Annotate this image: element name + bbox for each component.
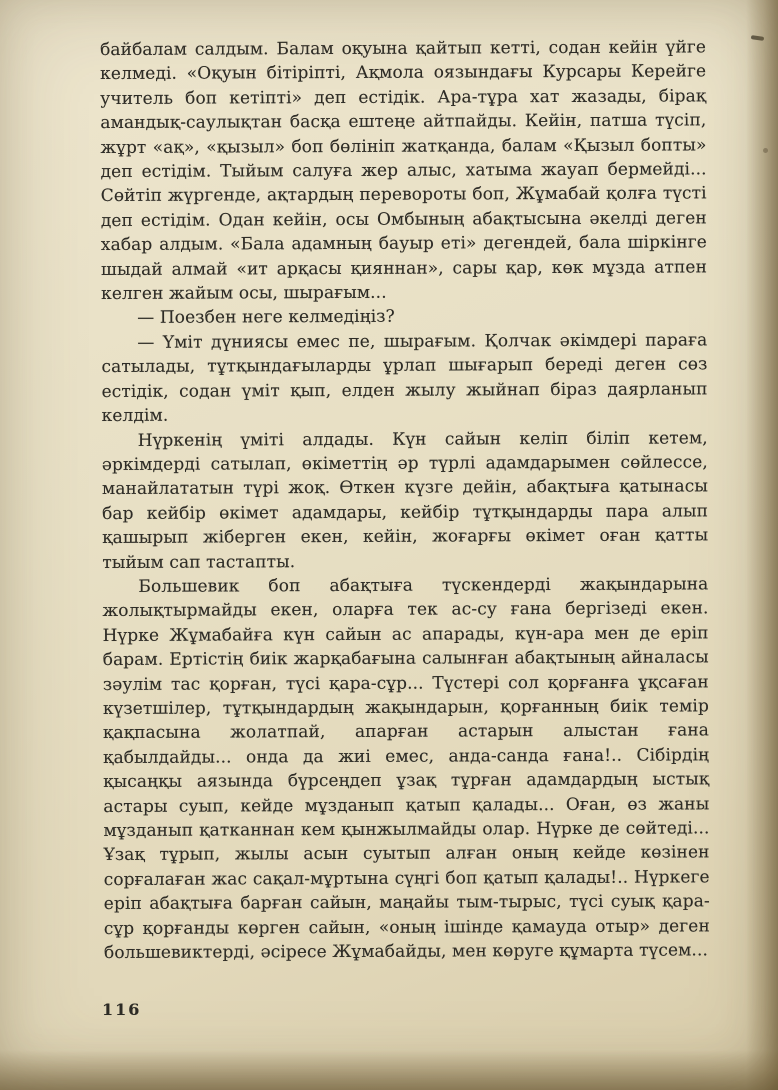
page-edge-shadow-right (746, 0, 778, 1090)
page-text-block (100, 35, 710, 965)
page-edge-shadow-bottom (0, 1050, 778, 1090)
paragraph-narrative: Большевик боп абақтыға түскендерді жақындарына жолықтырмайды екен, оларға тек ас-су ғана бергізеді екен. Нүрке Жұмабайға күн сайын ас апарады, күн-ара мен де еріп барам. Ертістің биік жарқабағына салынған абақтының айналасы зәулім тас қорған, түсі қара-сұр... Түстері сол қорғанға ұқсаған күзетшілер, тұтқындардың жақындарын, қорғанның биік темір қақпасына жолатпай, апарған астарын алыстан ғана қабылдайды... онда да жиі емес, анда-санда ғана!.. Сібірдің қысаңқы аязында бүрсеңдеп ұзақ тұрған адамдардың ыстық астары суып, кейде мұзданып қатып қалады... Оған, өз жаны мұзданып қатканнан кем қынжылмайды олар. Нүрке де сөйтеді... Ұзақ тұрып, жылы асын суытып алған оның кейде көзінен сорғалаған жас сақал-мұртына сүңгі боп қатып қалады!.. Нүркеге еріп абақтыға барған сайын, маңайы тым-тырыс, түсі суық қара-сұр қорғанды көрген сайын, «оның ішінде қамауда отыр» деген большевиктерді, әсіресе Жұмабайды, мен көруге құмарта түсем... (102, 574, 710, 964)
paragraph-dialog-answer: — Үміт дүниясы емес пе, шырағым. Қолчак әкімдері параға сатылады, тұтқындағыларды ұрлап шығарып береді деген сөз естідік, содан үміт қып, елден жылу жыйнап біраз даярланып келдім. (101, 330, 708, 427)
paragraph-narrative: Нүркенің үміті алдады. Күн сайын келіп біліп кетем, әркімдерді сатылап, өкіметтің әр түрлі адамдарымен сөйлессе, манайлататын түрі жоқ. Өткен күзге дейін, абақтыға қатынасы бар кейбір өкімет адамдары, кейбір тұтқындарды пара алып қашырып жіберген екен, кейін, жоғарғы өкімет оған қатты тыйым сап тастапты. (101, 427, 709, 573)
paragraph-continuation: байбалам салдым. Балам оқуына қайтып кетті, содан кейін үйге келмеді. «Оқуын бітіріпті, Ақмола оязындағы Курсары Керейге учитель боп кетіпті» деп естідік. Ара-тұра хат жазады, бірақ амандық-саулықтан басқа ештеңе айтпайды. Кейін, патша түсіп, жұрт «ақ», «қызыл» боп бөлініп жатқанда, балам «Қызыл бопты» деп естідім. Тыйым салуға жер алыс, хатыма жауап бермейді... Сөйтіп жүргенде, ақтардың перевороты боп, Жұмабай қолға түсті деп естідім. Одан кейін, осы Омбының абақтысына әкелді деген хабар алдым. «Бала адамның бауыр еті» дегендей, бала шіркінге шыдай алмай «ит арқасы қияннан», сары қар, көк мұзда атпен келген жайым осы, шырағым... (100, 37, 708, 305)
page-number: 116 (102, 1000, 142, 1019)
paragraph-dialog-question: — Поезбен неге келмедіңіз? (137, 307, 395, 329)
